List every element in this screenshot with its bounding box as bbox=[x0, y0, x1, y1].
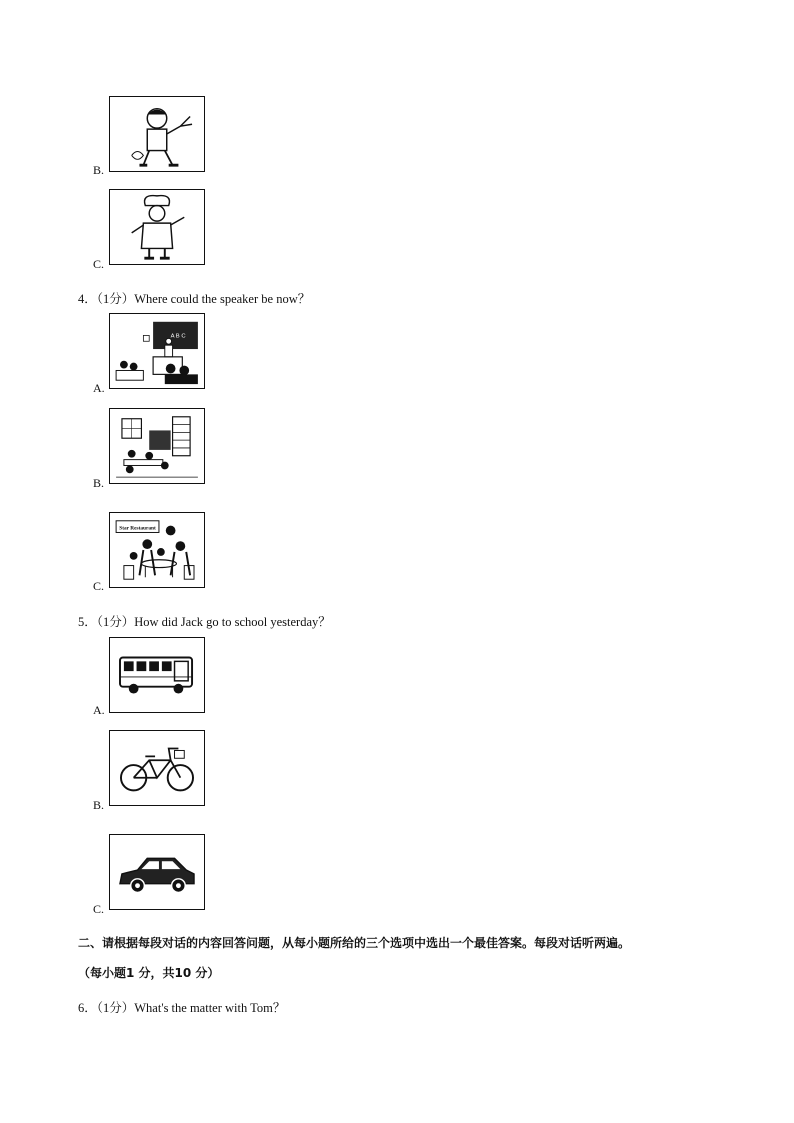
section-scoring: （每小题1 分，共10 分） bbox=[78, 966, 220, 980]
q4-option-c-picture bbox=[109, 512, 205, 588]
svg-text:A B C: A B C bbox=[170, 333, 186, 340]
q4-question: 4．（1分）Where could the speaker be now？ bbox=[78, 292, 311, 306]
q6-question: 6．（1分）What's the matter with Tom？ bbox=[78, 1001, 286, 1015]
restaurant-icon bbox=[110, 513, 204, 587]
q5-question: 5．（1分）How did Jack go to school yesterday？ bbox=[78, 615, 331, 629]
q5-option-c-picture bbox=[109, 834, 205, 910]
classroom-icon bbox=[110, 314, 204, 388]
library-icon bbox=[110, 409, 204, 483]
q3-option-b-label[interactable]: B. bbox=[93, 163, 105, 177]
section-heading: 二、请根据每段对话的内容回答问题，从每小题所给的三个选项中选出一个最佳答案。每段对话听两遍。 bbox=[78, 936, 631, 950]
q3-option-b-picture bbox=[109, 96, 205, 172]
chef-icon bbox=[110, 190, 204, 264]
q3-option-c-label[interactable]: C. bbox=[93, 257, 105, 271]
q5-option-c-label[interactable]: C. bbox=[93, 902, 105, 916]
q5-option-b-label[interactable]: B. bbox=[93, 798, 105, 812]
q4-option-a-label[interactable]: A. bbox=[93, 381, 105, 395]
bicycle-icon bbox=[110, 731, 204, 805]
q5-option-b-picture bbox=[109, 730, 205, 806]
q4-option-b-picture bbox=[109, 408, 205, 484]
q5-option-a-label[interactable]: A. bbox=[93, 703, 105, 717]
q5-option-a-picture bbox=[109, 637, 205, 713]
car-icon bbox=[110, 835, 204, 909]
restaurant-sign: Star Restaurant bbox=[119, 525, 156, 532]
q4-option-b-label[interactable]: B. bbox=[93, 476, 105, 490]
q4-option-a-picture bbox=[109, 313, 205, 389]
q3-option-c-picture bbox=[109, 189, 205, 265]
q4-option-c-label[interactable]: C. bbox=[93, 579, 105, 593]
gardener-with-shears-icon bbox=[110, 97, 204, 171]
bus-icon bbox=[110, 638, 204, 712]
